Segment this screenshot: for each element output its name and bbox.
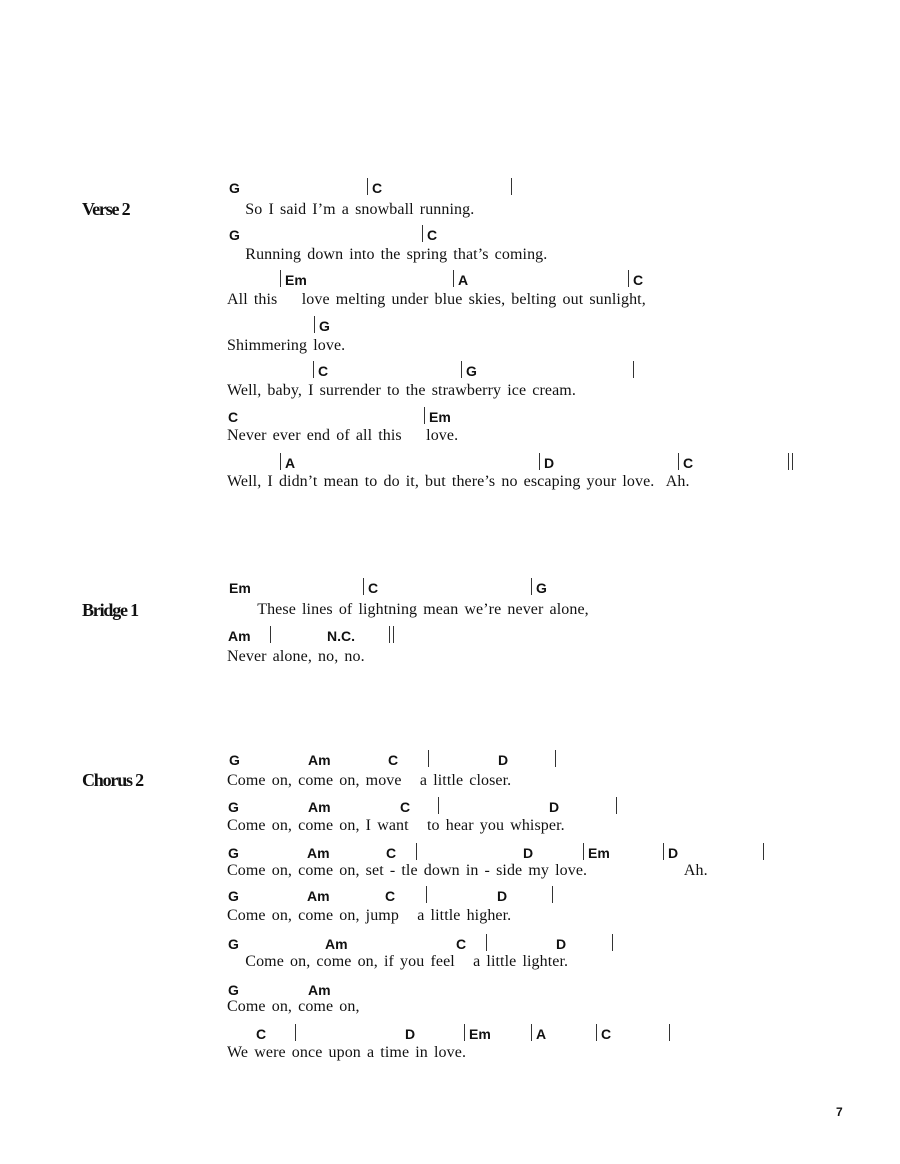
chord: A xyxy=(536,1026,547,1042)
chord: G xyxy=(228,845,239,861)
barline xyxy=(555,750,556,767)
barline xyxy=(363,578,364,595)
chord: C xyxy=(633,272,644,288)
barline xyxy=(367,178,368,195)
barline xyxy=(424,407,425,424)
barline xyxy=(539,453,540,470)
barline xyxy=(583,843,584,860)
barline xyxy=(663,843,664,860)
chord: G xyxy=(228,982,239,998)
barline xyxy=(669,1024,670,1041)
chord: D xyxy=(556,936,567,952)
lyric-line: These lines of lightning mean we’re never alone, xyxy=(227,601,589,618)
chord: D xyxy=(544,455,555,471)
barline xyxy=(612,934,613,951)
chord: C xyxy=(318,363,329,379)
barline xyxy=(313,361,314,378)
chord: C xyxy=(256,1026,267,1042)
chord: G xyxy=(319,318,330,334)
chord: D xyxy=(523,845,534,861)
barline xyxy=(486,934,487,951)
barline xyxy=(633,361,634,378)
chord: Am xyxy=(308,982,331,998)
chord: Am xyxy=(308,799,331,815)
chord: D xyxy=(405,1026,416,1042)
barline xyxy=(763,843,764,860)
barline xyxy=(270,626,271,643)
barline xyxy=(511,178,512,195)
chord: Am xyxy=(228,628,251,644)
barline xyxy=(596,1024,597,1041)
chord: Am xyxy=(325,936,348,952)
barline xyxy=(552,886,553,903)
chord: G xyxy=(466,363,477,379)
chord: N.C. xyxy=(327,628,355,644)
lyric-line: Shimmering love. xyxy=(227,337,346,354)
chord: C xyxy=(372,180,383,196)
section-label-bridge-1: Bridge 1 xyxy=(82,600,138,620)
barline xyxy=(531,578,532,595)
section-label-chorus-2: Chorus 2 xyxy=(82,770,143,790)
chord: D xyxy=(497,888,508,904)
chord: G xyxy=(229,180,240,196)
barline xyxy=(422,225,423,242)
chord: Am xyxy=(308,752,331,768)
chord: C xyxy=(388,752,399,768)
barline xyxy=(416,843,417,860)
barline xyxy=(295,1024,296,1041)
chord: D xyxy=(549,799,560,815)
chord: G xyxy=(536,580,547,596)
chord: G xyxy=(228,799,239,815)
chord: D xyxy=(498,752,509,768)
chord: Em xyxy=(285,272,307,288)
lyric-line: So I said I’m a snowball running. xyxy=(227,201,475,218)
lyric-line: Running down into the spring that’s coming. xyxy=(227,246,548,263)
chord: C xyxy=(427,227,438,243)
barline xyxy=(461,361,462,378)
chord: Am xyxy=(307,845,330,861)
barline xyxy=(438,797,439,814)
chord: G xyxy=(229,752,240,768)
barline xyxy=(428,750,429,767)
barline xyxy=(531,1024,532,1041)
lyric-line: Come on, come on, move a little closer. xyxy=(227,772,512,789)
lyric-line: We were once upon a time in love. xyxy=(227,1044,467,1061)
chord: Em xyxy=(588,845,610,861)
chord: Em xyxy=(429,409,451,425)
barline xyxy=(453,270,454,287)
barline xyxy=(280,453,281,470)
chord: D xyxy=(668,845,679,861)
chord: A xyxy=(458,272,469,288)
lyric-line: Come on, come on, I want to hear you whisper. xyxy=(227,817,565,834)
chord: Em xyxy=(469,1026,491,1042)
chord: A xyxy=(285,455,296,471)
lyric-line: Well, baby, I surrender to the strawberry ice cream. xyxy=(227,382,576,399)
chord: C xyxy=(385,888,396,904)
barline xyxy=(280,270,281,287)
chord: Am xyxy=(307,888,330,904)
page-number: 7 xyxy=(836,1105,843,1119)
chord: Em xyxy=(229,580,251,596)
double-barline xyxy=(788,453,793,470)
barline xyxy=(464,1024,465,1041)
chord: C xyxy=(601,1026,612,1042)
barline xyxy=(616,797,617,814)
lyric-line: Come on, come on, xyxy=(227,998,360,1015)
barline xyxy=(314,316,315,333)
chord: G xyxy=(228,936,239,952)
double-barline xyxy=(389,626,394,643)
barline xyxy=(678,453,679,470)
lyric-line: Never ever end of all this love. xyxy=(227,427,459,444)
barline xyxy=(628,270,629,287)
chord: C xyxy=(368,580,379,596)
lyric-line: Come on, come on, if you feel a little lighter. xyxy=(227,953,569,970)
chord: C xyxy=(456,936,467,952)
chord: C xyxy=(683,455,694,471)
chord: C xyxy=(400,799,411,815)
chord: C xyxy=(228,409,239,425)
lyric-line: Well, I didn’t mean to do it, but there’s no escaping your love. Ah. xyxy=(227,473,690,490)
section-label-verse-2: Verse 2 xyxy=(82,199,130,219)
barline xyxy=(426,886,427,903)
chord: G xyxy=(228,888,239,904)
lyric-line: Come on, come on, jump a little higher. xyxy=(227,907,512,924)
lyric-line: All this love melting under blue skies, belting out sunlight, xyxy=(227,291,646,308)
chord: C xyxy=(386,845,397,861)
lyric-line: Never alone, no, no. xyxy=(227,648,365,665)
chord: G xyxy=(229,227,240,243)
lyric-line: Come on, come on, set - tle down in - side my love. Ah. xyxy=(227,862,708,879)
